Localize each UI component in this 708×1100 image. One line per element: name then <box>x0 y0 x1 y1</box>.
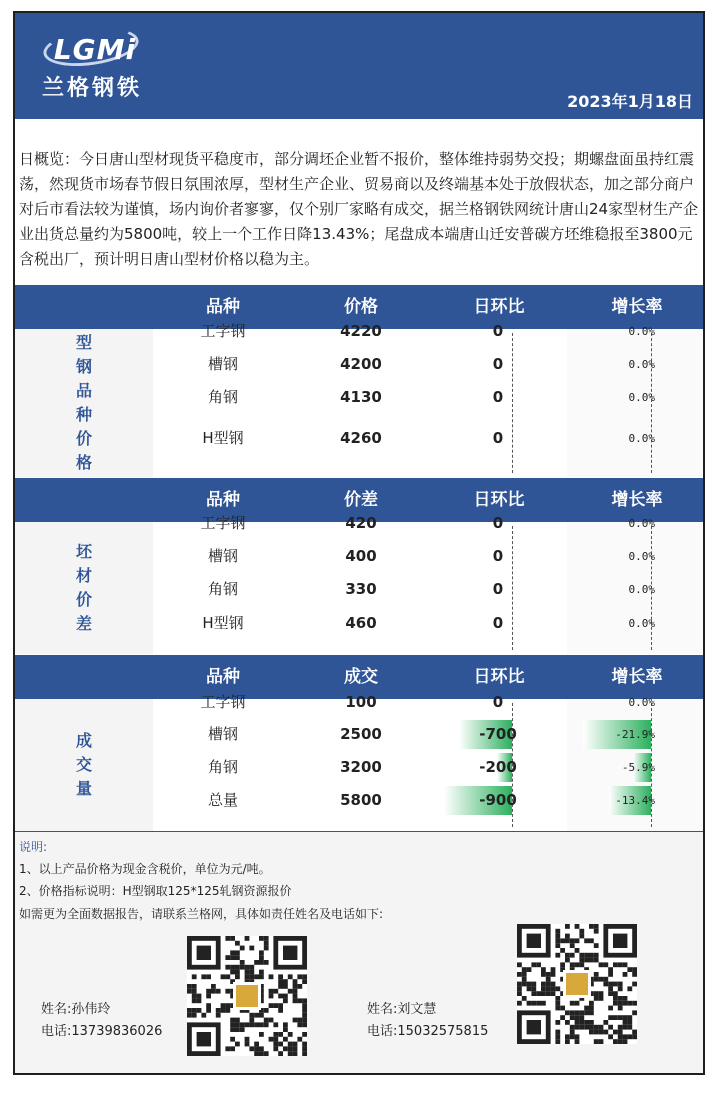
daily-change-cell <box>429 784 567 817</box>
product-name: 槽钢 <box>207 725 238 743</box>
daily-change-cell <box>429 573 567 606</box>
table-row <box>15 540 703 573</box>
growth-rate-value: -21.9% <box>615 728 655 741</box>
table-row <box>15 348 703 381</box>
product-name: H型钢 <box>202 614 244 632</box>
daily-change-value: 0 <box>492 429 504 447</box>
product-value: 330 <box>345 580 377 598</box>
section-title: 型 钢 品 种 价 格 <box>75 333 92 472</box>
report-frame <box>13 11 705 1075</box>
column-header: 成交 <box>344 667 378 687</box>
product-name: 工字钢 <box>200 322 246 340</box>
table-row <box>15 422 703 455</box>
notes-line-1: 1、以上产品价格为现金含税价，单位为元/吨。 <box>19 862 271 876</box>
growth-rate-value: 0.0% <box>628 583 655 596</box>
growth-rate-value: 0.0% <box>628 617 655 630</box>
growth-rate-cell <box>567 751 703 784</box>
product-value: 400 <box>345 547 377 565</box>
column-header: 增长率 <box>611 297 663 317</box>
daily-change-cell <box>429 381 567 414</box>
qr-code-icon[interactable] <box>187 936 307 1056</box>
report-header <box>15 13 703 119</box>
column-header: 日环比 <box>473 490 525 510</box>
growth-rate-value: 0.0% <box>628 325 655 338</box>
growth-rate-cell <box>567 784 703 817</box>
daily-change-value: 0 <box>492 547 504 565</box>
daily-change-value: -700 <box>479 725 517 743</box>
product-name: 角钢 <box>207 758 238 776</box>
daily-change-value: 0 <box>492 388 504 406</box>
growth-rate-cell <box>567 607 703 640</box>
daily-change-value: 0 <box>492 693 504 711</box>
daily-change-value: -900 <box>479 791 517 809</box>
growth-rate-cell <box>567 348 703 381</box>
column-header: 品种 <box>206 490 240 510</box>
product-value: 4220 <box>340 322 382 340</box>
qr-code-icon[interactable] <box>517 924 637 1044</box>
column-header: 增长率 <box>611 490 663 510</box>
growth-rate-value: -5.9% <box>621 761 655 774</box>
daily-change-cell <box>429 422 567 455</box>
product-value: 4130 <box>340 388 382 406</box>
product-value: 2500 <box>340 725 382 743</box>
growth-rate-value: 0.0% <box>628 432 655 445</box>
column-header: 日环比 <box>473 297 525 317</box>
product-value: 3200 <box>340 758 382 776</box>
product-name: 角钢 <box>207 388 238 406</box>
daily-change-cell <box>429 718 567 751</box>
daily-change-cell <box>429 540 567 573</box>
notes-line-2: 2、价格指标说明：H型钢取125*125轧钢资源报价 <box>19 884 292 898</box>
daily-change-cell <box>429 751 567 784</box>
growth-rate-cell <box>567 540 703 573</box>
product-value: 5800 <box>340 791 382 809</box>
notes-heading: 说明: <box>19 840 48 854</box>
daily-change-value: 0 <box>492 355 504 373</box>
daily-change-cell <box>429 686 567 719</box>
table-row <box>15 686 703 719</box>
growth-rate-cell <box>567 315 703 348</box>
contact-2-phone: 电话:15032575815 <box>367 1024 489 1039</box>
contact-1-phone: 电话:13739836026 <box>41 1024 163 1039</box>
product-name: H型钢 <box>202 429 244 447</box>
product-value: 100 <box>345 693 377 711</box>
daily-change-value: 0 <box>492 614 504 632</box>
column-header: 价格 <box>344 297 378 317</box>
growth-rate-cell <box>567 573 703 606</box>
daily-change-cell <box>429 315 567 348</box>
table-row <box>15 381 703 414</box>
column-header: 价差 <box>344 490 378 510</box>
product-name: 总量 <box>207 791 238 809</box>
growth-rate-value: -13.4% <box>615 794 655 807</box>
column-header: 增长率 <box>611 667 663 687</box>
daily-change-value: -200 <box>479 758 517 776</box>
growth-rate-value: 0.0% <box>628 358 655 371</box>
logo-text: LGMi <box>53 33 137 66</box>
growth-rate-cell <box>567 381 703 414</box>
product-value: 4200 <box>340 355 382 373</box>
section-title: 坯 材 价 差 <box>75 542 92 633</box>
daily-change-cell <box>429 507 567 540</box>
growth-rate-cell <box>567 422 703 455</box>
product-name: 工字钢 <box>200 693 246 711</box>
daily-change-value: 0 <box>492 322 504 340</box>
contact-2-name: 姓名:刘文慧 <box>367 1002 437 1017</box>
contact-1-name: 姓名:孙伟玲 <box>41 1002 111 1017</box>
lgmi-logo <box>37 25 147 105</box>
product-value: 420 <box>345 514 377 532</box>
daily-change-value: 0 <box>492 580 504 598</box>
growth-rate-cell <box>567 718 703 751</box>
table-row <box>15 315 703 348</box>
logo-chinese-name: 兰格钢铁 <box>41 75 142 101</box>
growth-rate-value: 0.0% <box>628 517 655 530</box>
daily-overview: 日概览：今日唐山型材现货平稳度市，部分调坯企业暂不报价，整体维持弱势交投；期螺盘面虽持红震荡，然现货市场春节假日氛围浓厚，型材生产企业、贸易商以及终端基本处于放假状态，加之部分商户对后市看法较为谨慎，场内询价者寥寥，仅个别厂家略有成交，据兰格钢铁网统计唐山24家型材生产企业出货总量约为5800吨，较上一个工作日降13.43%；尾盘成本端唐山迁安普碳方坯维稳报至3800元含税出厂，预计明日唐山型材价格以稳为主。 <box>19 150 699 268</box>
product-name: 槽钢 <box>207 547 238 565</box>
report-date: 2023年1月18日 <box>567 92 693 111</box>
column-header: 品种 <box>206 297 240 317</box>
table-row <box>15 607 703 640</box>
daily-change-cell <box>429 348 567 381</box>
product-value: 460 <box>345 614 377 632</box>
notes-section <box>15 831 703 1075</box>
section-title: 成 交 量 <box>75 731 92 798</box>
growth-rate-cell <box>567 507 703 540</box>
daily-change-cell <box>429 607 567 640</box>
product-value: 4260 <box>340 429 382 447</box>
growth-rate-value: 0.0% <box>628 550 655 563</box>
product-name: 槽钢 <box>207 355 238 373</box>
table-row <box>15 784 703 817</box>
product-name: 工字钢 <box>200 514 246 532</box>
column-header: 品种 <box>206 667 240 687</box>
product-name: 角钢 <box>207 580 238 598</box>
notes-line-3: 如需更为全面数据报告，请联系兰格网，具体如责任姓名及电话如下: <box>19 907 384 921</box>
table-row <box>15 573 703 606</box>
daily-change-value: 0 <box>492 514 504 532</box>
table-row <box>15 507 703 540</box>
growth-rate-cell <box>567 686 703 719</box>
column-header: 日环比 <box>473 667 525 687</box>
table-row <box>15 718 703 751</box>
growth-rate-value: 0.0% <box>628 696 655 709</box>
growth-rate-value: 0.0% <box>628 391 655 404</box>
table-row <box>15 751 703 784</box>
